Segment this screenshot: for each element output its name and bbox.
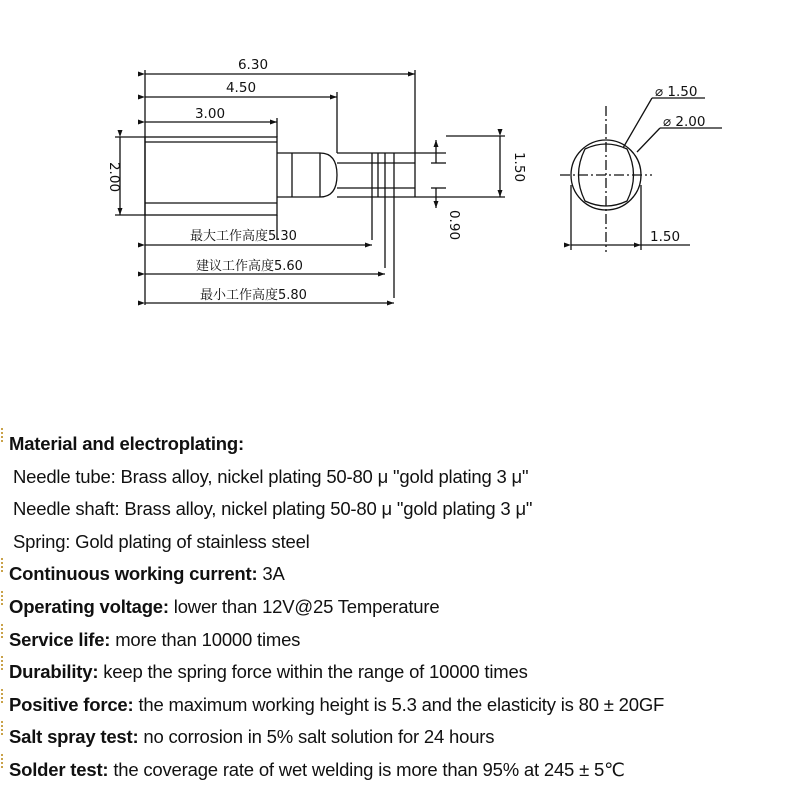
dim-3-00: 3.00 (194, 106, 226, 122)
spec-list (0, 428, 800, 787)
dim-0-90: 0.90 (446, 209, 462, 241)
spec-needle-tube: Needle tube: Brass alloy, nickel plating 50-80 μ "gold plating 3 μ" (13, 465, 529, 487)
dim-width-1-50: 1.50 (650, 229, 681, 245)
spec-needle-shaft: Needle shaft: Brass alloy, nickel plating 50-80 μ "gold plating 3 μ" (13, 498, 533, 520)
dim-4-50: 4.50 (225, 80, 257, 96)
dim-diameter-1-50: ⌀ 1.50 (655, 84, 698, 100)
spec-salt-spray: Salt spray test: no corrosion in 5% salt solution for 24 hours (0, 721, 800, 754)
spec-current: Continuous working current: 3A (0, 558, 800, 591)
spec-solder: Solder test: the coverage rate of wet welding is more than 95% at 245 ± 5℃ (0, 754, 800, 787)
dim-1-50-height: 1.50 (511, 151, 527, 183)
bullet-icon (1, 721, 6, 735)
max-working-height-label: 最大工作高度5.30 (190, 229, 297, 244)
bullet-icon (1, 558, 6, 572)
bullet-icon (1, 624, 6, 638)
spec-spring: Spring: Gold plating of stainless steel (13, 530, 310, 552)
spec-durability: Durability: keep the spring force within the range of 10000 times (0, 656, 800, 689)
bullet-icon (1, 689, 6, 703)
plunger-shape (277, 153, 337, 197)
spec-positive-force: Positive force: the maximum working height is 5.3 and the elasticity is 80 ± 20GF (0, 689, 800, 722)
bullet-icon (1, 754, 6, 768)
spec-service-life: Service life: more than 10000 times (0, 624, 800, 657)
dim-2-00: 2.00 (106, 161, 122, 193)
recommended-working-height-label: 建议工作高度5.60 (196, 259, 303, 274)
dim-6-30: 6.30 (237, 57, 269, 73)
spec-voltage: Operating voltage: lower than 12V@25 Temperature (0, 591, 800, 624)
dim-diameter-2-00: ⌀ 2.00 (663, 114, 706, 130)
bullet-icon (1, 428, 6, 442)
bullet-icon (1, 591, 6, 605)
min-working-height-label: 最小工作高度5.80 (200, 288, 307, 303)
bullet-icon (1, 656, 6, 670)
spec-material-heading: Material and electroplating: (0, 428, 800, 461)
